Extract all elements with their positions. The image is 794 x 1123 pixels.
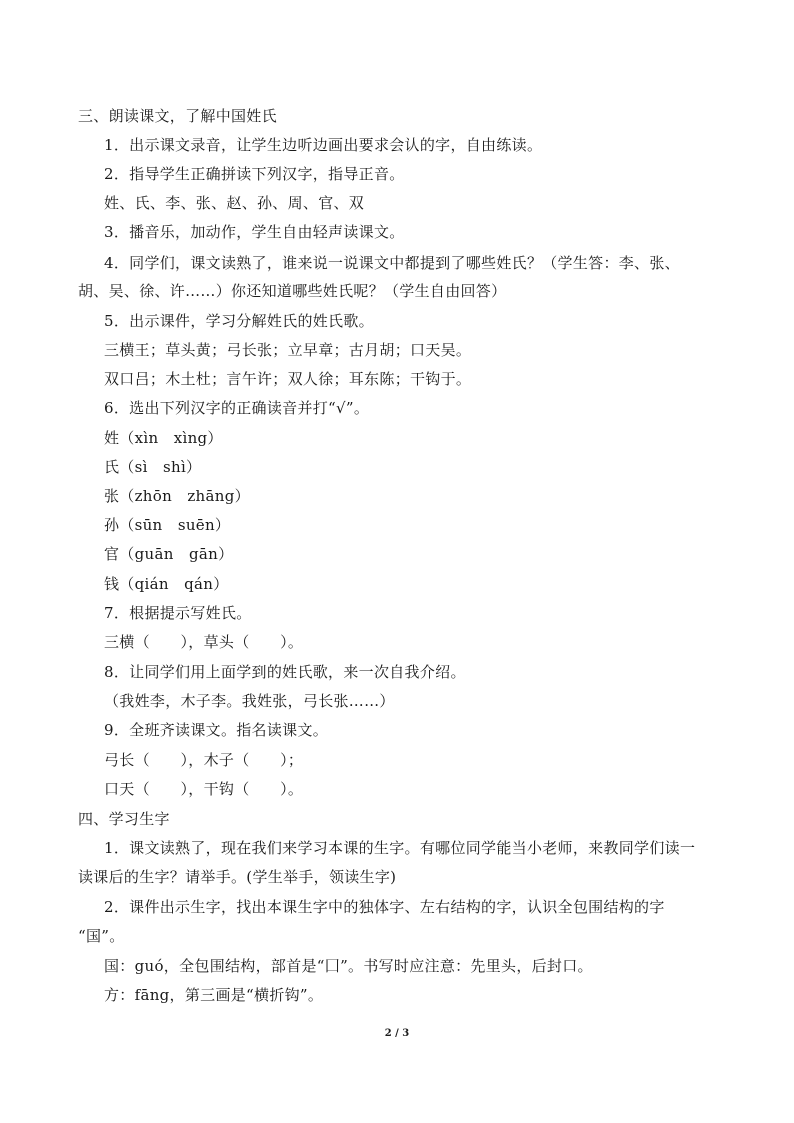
section-4-heading: 四、学习生字 (78, 810, 170, 828)
fill-in-blank-1: 三横（ ），草头（ ）。 (104, 633, 304, 651)
section-3-item-9: 9．全班齐读课文。指名读课文。 (104, 721, 329, 739)
section-3-item-7: 7．根据提示写姓氏。 (104, 604, 252, 622)
character-note-fang: 方：fāng，第三画是“横折钩”。 (104, 986, 324, 1004)
section-3-item-8: 8．让同学们用上面学到的姓氏歌，来一次自我介绍。 (104, 663, 466, 681)
pinyin-choice: 钱（qián qán） (104, 575, 229, 593)
fill-in-blank-2: 弓长（ ），木子（ ）； (104, 751, 304, 769)
pinyin-choice: 官（guān gān） (104, 545, 234, 563)
section-4-item-2-line-1: 2．课件出示生字，找出本课生字中的独体字、左右结构的字，认识全包围结构的字 (104, 898, 665, 916)
section-4-item-1-line-2: 读课后的生字？请举手。(学生举手，领读生字) (78, 868, 397, 886)
character-list: 姓、氏、李、张、赵、孙、周、官、双 (104, 194, 365, 212)
surname-song-line-2: 双口吕；木土杜；言午许；双人徐；耳东陈；干钩于。 (104, 370, 472, 388)
character-note-guo: 国：guó，全包围结构，部首是“囗”。书写时应注意：先里头，后封口。 (104, 957, 593, 975)
pinyin-choice: 孙（sūn suēn） (104, 516, 231, 534)
section-3-item-4-line-2: 胡、吴、徐、许……）你还知道哪些姓氏呢？（学生自由回答） (78, 282, 507, 300)
section-4-item-1-line-1: 1．课文读熟了，现在我们来学习本课的生字。有哪位同学能当小老师，来教同学们读一 (104, 839, 696, 857)
section-4-item-2-line-2: “国”。 (78, 927, 125, 945)
section-3-item-6: 6．选出下列汉字的正确读音并打“√”。 (104, 399, 370, 417)
section-3-item-3: 3．播音乐，加动作，学生自由轻声读课文。 (104, 223, 405, 241)
section-3-item-5: 5．出示课件，学习分解姓氏的姓氏歌。 (104, 312, 374, 330)
pinyin-choice: 氏（sì shì） (104, 458, 202, 476)
section-3-item-1: 1．出示课文录音，让学生边听边画出要求会认的字，自由练读。 (104, 136, 543, 154)
surname-song-line-1: 三横王；草头黄；弓长张；立早章；古月胡；口天吴。 (104, 341, 472, 359)
section-3-heading: 三、朗读课文，了解中国姓氏 (78, 107, 277, 125)
self-intro-example: （我姓李，木子李。我姓张，弓长张……） (104, 692, 395, 710)
pinyin-choice: 姓（xìn xìng） (104, 429, 223, 447)
section-3-item-4-line-1: 4．同学们，课文读熟了，谁来说一说课文中都提到了哪些姓氏？（学生答：李、张、 (104, 254, 680, 272)
fill-in-blank-3: 口天（ ），干钩（ ）。 (104, 780, 304, 798)
section-3-item-2: 2．指导学生正确拼读下列汉字，指导正音。 (104, 165, 405, 183)
page-number: 2 / 3 (384, 1028, 410, 1039)
pinyin-choice: 张（zhōn zhāng） (104, 487, 250, 505)
